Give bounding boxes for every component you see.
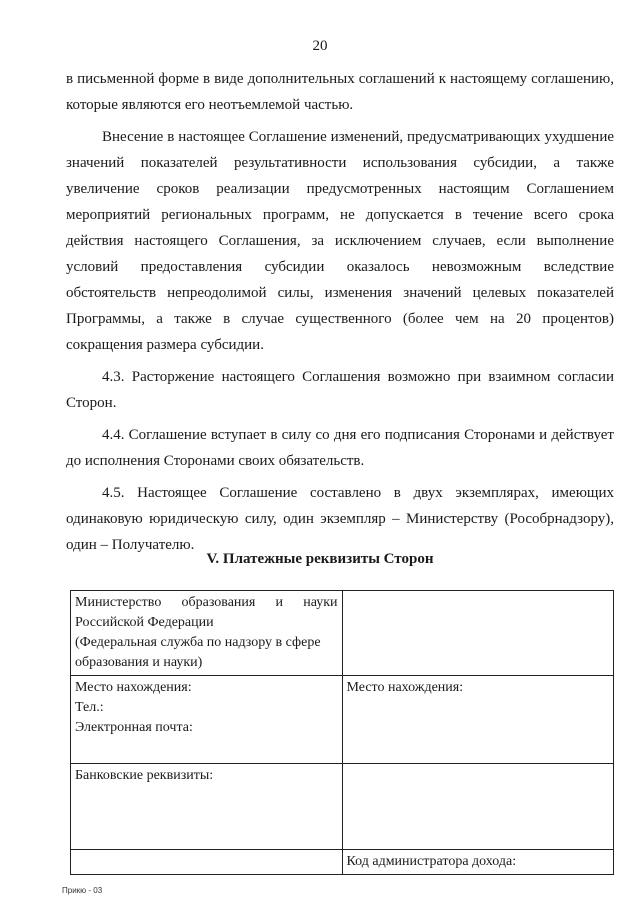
ministry-contacts-cell bbox=[71, 676, 343, 764]
recipient-contacts-cell bbox=[342, 676, 614, 764]
revenue-admin-code-label: Код администратора дохода: bbox=[346, 854, 517, 869]
ministry-bank-label: Банковские реквизиты: bbox=[75, 768, 214, 783]
page-number: 20 bbox=[312, 38, 328, 54]
recipient-location-label: Место нахождения: bbox=[346, 680, 464, 695]
paragraph-amendments: Внесение в настоящее Соглашение изменений, предусматривающих ухудшение значений показателей результативности использования субсидии, а также увеличение сроков реализации предусмотренных настоящим Соглашением мероприятий региональных программ, не допускается в течение всего срока действия настоящего Соглашения, за исключением случаев, если выполнение условий предоставления субсидии оказалось невозможным вследствие обстоятельств непреодолимой силы, изменения значений целевых показателей Программы, а также в случае существенного (более чем на 20 процентов) сокращения размера субсидии. bbox=[66, 129, 614, 353]
paragraph-4-5: 4.5. Настоящее Соглашение составлено в двух экземплярах, имеющих одинаковую юридическую силу, один экземпляр – Министерству (Рособрнадзору), один – Получателю. bbox=[66, 485, 614, 553]
ministry-email-label: Электронная почта: bbox=[75, 720, 193, 735]
document-body bbox=[66, 66, 614, 558]
paragraph-continuation: в письменной форме в виде дополнительных соглашений к настоящему соглашению, которые являются его неотъемлемой частью. bbox=[66, 71, 614, 113]
ministry-phone-label: Тел.: bbox=[75, 700, 104, 715]
paragraph-4-3: 4.3. Расторжение настоящего Соглашения возможно при взаимном согласии Сторон. bbox=[66, 369, 614, 411]
ministry-bank-cell bbox=[71, 764, 343, 850]
section-heading: V. Платежные реквизиты Сторон bbox=[206, 551, 434, 567]
recipient-name-cell bbox=[342, 591, 614, 676]
paragraph-4-4: 4.4. Соглашение вступает в силу со дня его подписания Сторонами и действует до исполнения Сторонами своих обязательств. bbox=[66, 427, 614, 469]
ministry-cell bbox=[71, 591, 343, 676]
payment-requisites-table bbox=[70, 590, 614, 875]
recipient-bank-cell bbox=[342, 764, 614, 850]
ministry-location-label: Место нахождения: bbox=[75, 680, 192, 695]
ministry-service: (Федеральная служба по надзору в сфере образования и науки) bbox=[75, 635, 321, 670]
ministry-name: Министерство образования и науки Российской Федерации bbox=[75, 595, 338, 630]
recipient-code-cell bbox=[342, 850, 614, 875]
footer-code: Прикю - 03 bbox=[62, 886, 103, 895]
ministry-code-cell bbox=[71, 850, 343, 875]
